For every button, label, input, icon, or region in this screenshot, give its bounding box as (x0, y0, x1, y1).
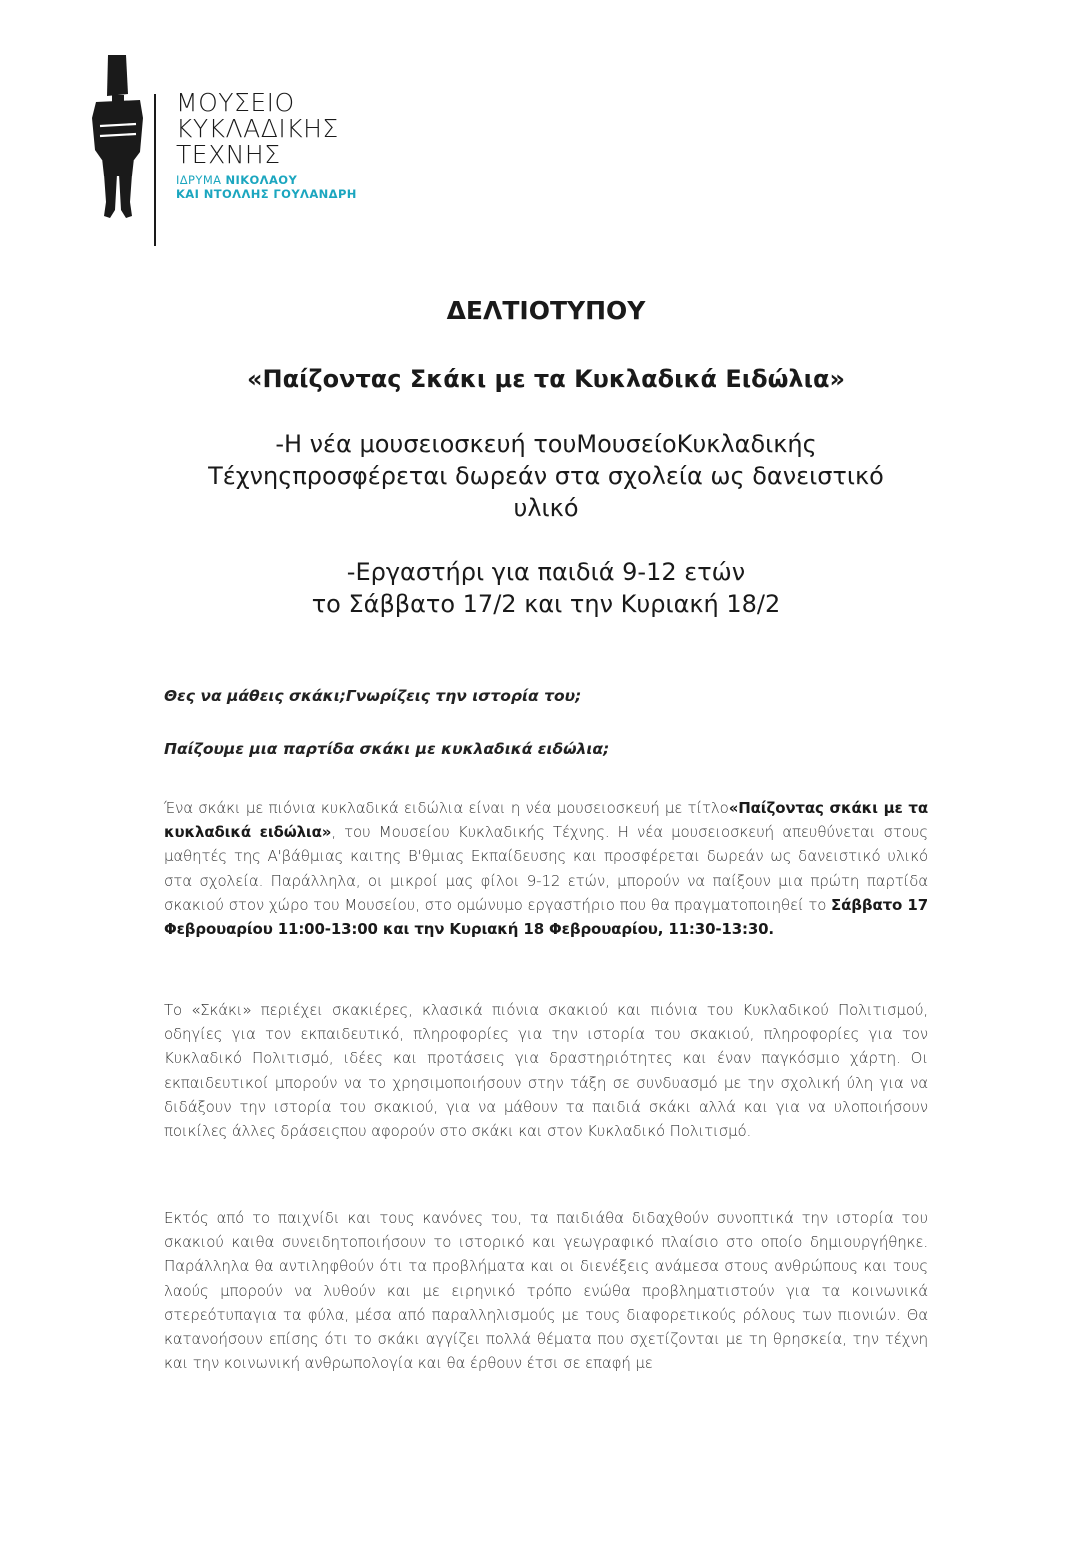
logo-divider (154, 94, 156, 246)
para1-text-1: Ένα σκάκι με πιόνια κυκλαδικά ειδώλια είναι η νέα μουσειοσκευή με τίτλο (164, 799, 729, 817)
logo-foundation-name: ΝΙΚΟΛΑΟΥ (225, 173, 298, 187)
highlight-point-2-line-1: -Εργαστήρι για παιδιά 9-12 ετών (346, 558, 746, 586)
logo-foundation-prefix: ΙΔΡΥΜΑ (176, 173, 222, 187)
museum-logo (88, 52, 408, 227)
intro-question-2: Παίζουμε μια παρτίδα σκάκι με κυκλαδικά ειδώλια; (164, 740, 610, 758)
para1-text-2: , του Μουσείου Κυκλαδικής Τέχνης. Η νέα μουσειοσκευή απευθύνεται στους μαθητές της Α'βάθμιας καιτης Β'θμιας Εκπαίδευσης και προσφέρεται δωρεάν ως δανειστικό υλικό στα σχολεία. Παράλληλα, οι μικροί μας φίλοι 9-12 ετών, μπορούν να παίξουν μια πρώτη παρτίδα σκακιού στον χώρο του Μουσείου, στο ομώνυμο εργαστήριο που θα πραγματοποιηθεί το (164, 823, 928, 914)
cycladic-figurine-icon (88, 52, 148, 222)
body-paragraph-2: Το «Σκάκι» περιέχει σκακιέρες, κλασικά πιόνια σκακιού και πιόνια του Κυκλαδικού Πολιτισμού, οδηγίες για τον εκπαιδευτικό, πληροφορίες για την ιστορία του σκακιού, πληροφορίες για τον Κυκλαδικό Πολιτισμό, ιδέες και προτάσεις για δραστηριότητες και έναν παγκόσμιο χάρτη. Οι εκπαιδευτικοί μπορούν να το χρησιμοποιήσουν στην τάξη σε συνδυασμό με την σχολική ύλη για να διδάξουν την ιστορία του σκακιού, για να μάθουν τα παιδιά σκάκι αλλά και για να υλοποιήσουν ποικίλες άλλες δράσειςπου αφορούν στο σκάκι και στον Κυκλαδικό Πολιτισμό. (164, 1001, 928, 1141)
para1-dates-bold: Σάββατο 17 Φεβρουαρίου 11:00-13:00 και την Κυριακή 18 Φεβρουαρίου, 11:30-13:30. (164, 895, 928, 939)
press-release-title: ΔΕΛΤΙΟΤΥΠΟΥ (446, 296, 646, 325)
highlight-point-2-line-2: το Σάββατο 17/2 και την Κυριακή 18/2 (311, 590, 781, 618)
logo-foundation-line-2 (176, 187, 357, 201)
body-paragraph-1 (164, 796, 928, 941)
event-title: «Παίζοντας Σκάκι με τα Κυκλαδικά Ειδώλια» (247, 365, 845, 393)
logo-line-2: ΚΥΚΛΑΔΙΚΗΣ (176, 114, 339, 143)
logo-line-3: ΤΕΧΝΗΣ (176, 140, 281, 169)
highlight-point-1-line-1: -Η νέα μουσειοσκευή τουΜουσείοΚυκλαδικής (275, 430, 817, 458)
logo-wordmark (176, 90, 357, 201)
body-paragraph-3: Εκτός από το παιχνίδι και τους κανόνες του, τα παιδιάθα διδαχθούν συνοπτικά την ιστορία του σκακιού καιθα συνειδητοποιήσουν το ιστορικό και γεωγραφικό πλαίσιο στο οποίο δημιουργήθηκε. Παράλληλα θα αντιληφθούν ότι τα προβλήματα και οι διενέξεις ανάμεσα στους ανθρώπους και τους λαούς μπορούν να λυθούν και με ειρηνικό τρόπο ενώθα προβληματιστούν για τα κοινωνικά στερεότυπαγια τα φύλα, μέσα από παραλληλισμούς με τους διαφορετικούς ρόλους των πιονιών. Θα κατανοήσουν επίσης ότι το σκάκι αγγίζει πολλά θέματα που σχετίζονται με τη θρησκεία, την τέχνη και την κοινωνική ανθρωπολογία και θα έρθουν έτσι σε επαφή με (164, 1209, 928, 1373)
highlight-point-1-line-3: υλικό (513, 494, 579, 522)
para1-title-bold: «Παίζοντας σκάκι με τα κυκλαδικά ειδώλια» (164, 799, 928, 842)
highlight-point-2 (0, 556, 1092, 620)
intro-question-1: Θες να μάθεις σκάκι;Γνωρίζεις την ιστορία του; (164, 687, 582, 705)
highlight-point-1-line-2: Τέχνηςπροσφέρεται δωρεάν στα σχολεία ως δανειστικό (208, 462, 884, 490)
highlight-point-1 (0, 428, 1092, 524)
logo-foundation-name-2: ΚΑΙ ΝΤΟΛΛΗΣ ΓΟΥΛΑΝΔΡΗ (176, 187, 357, 201)
logo-foundation-line-1 (176, 173, 357, 187)
logo-line-1: ΜΟΥΣΕΙΟ (176, 88, 295, 117)
